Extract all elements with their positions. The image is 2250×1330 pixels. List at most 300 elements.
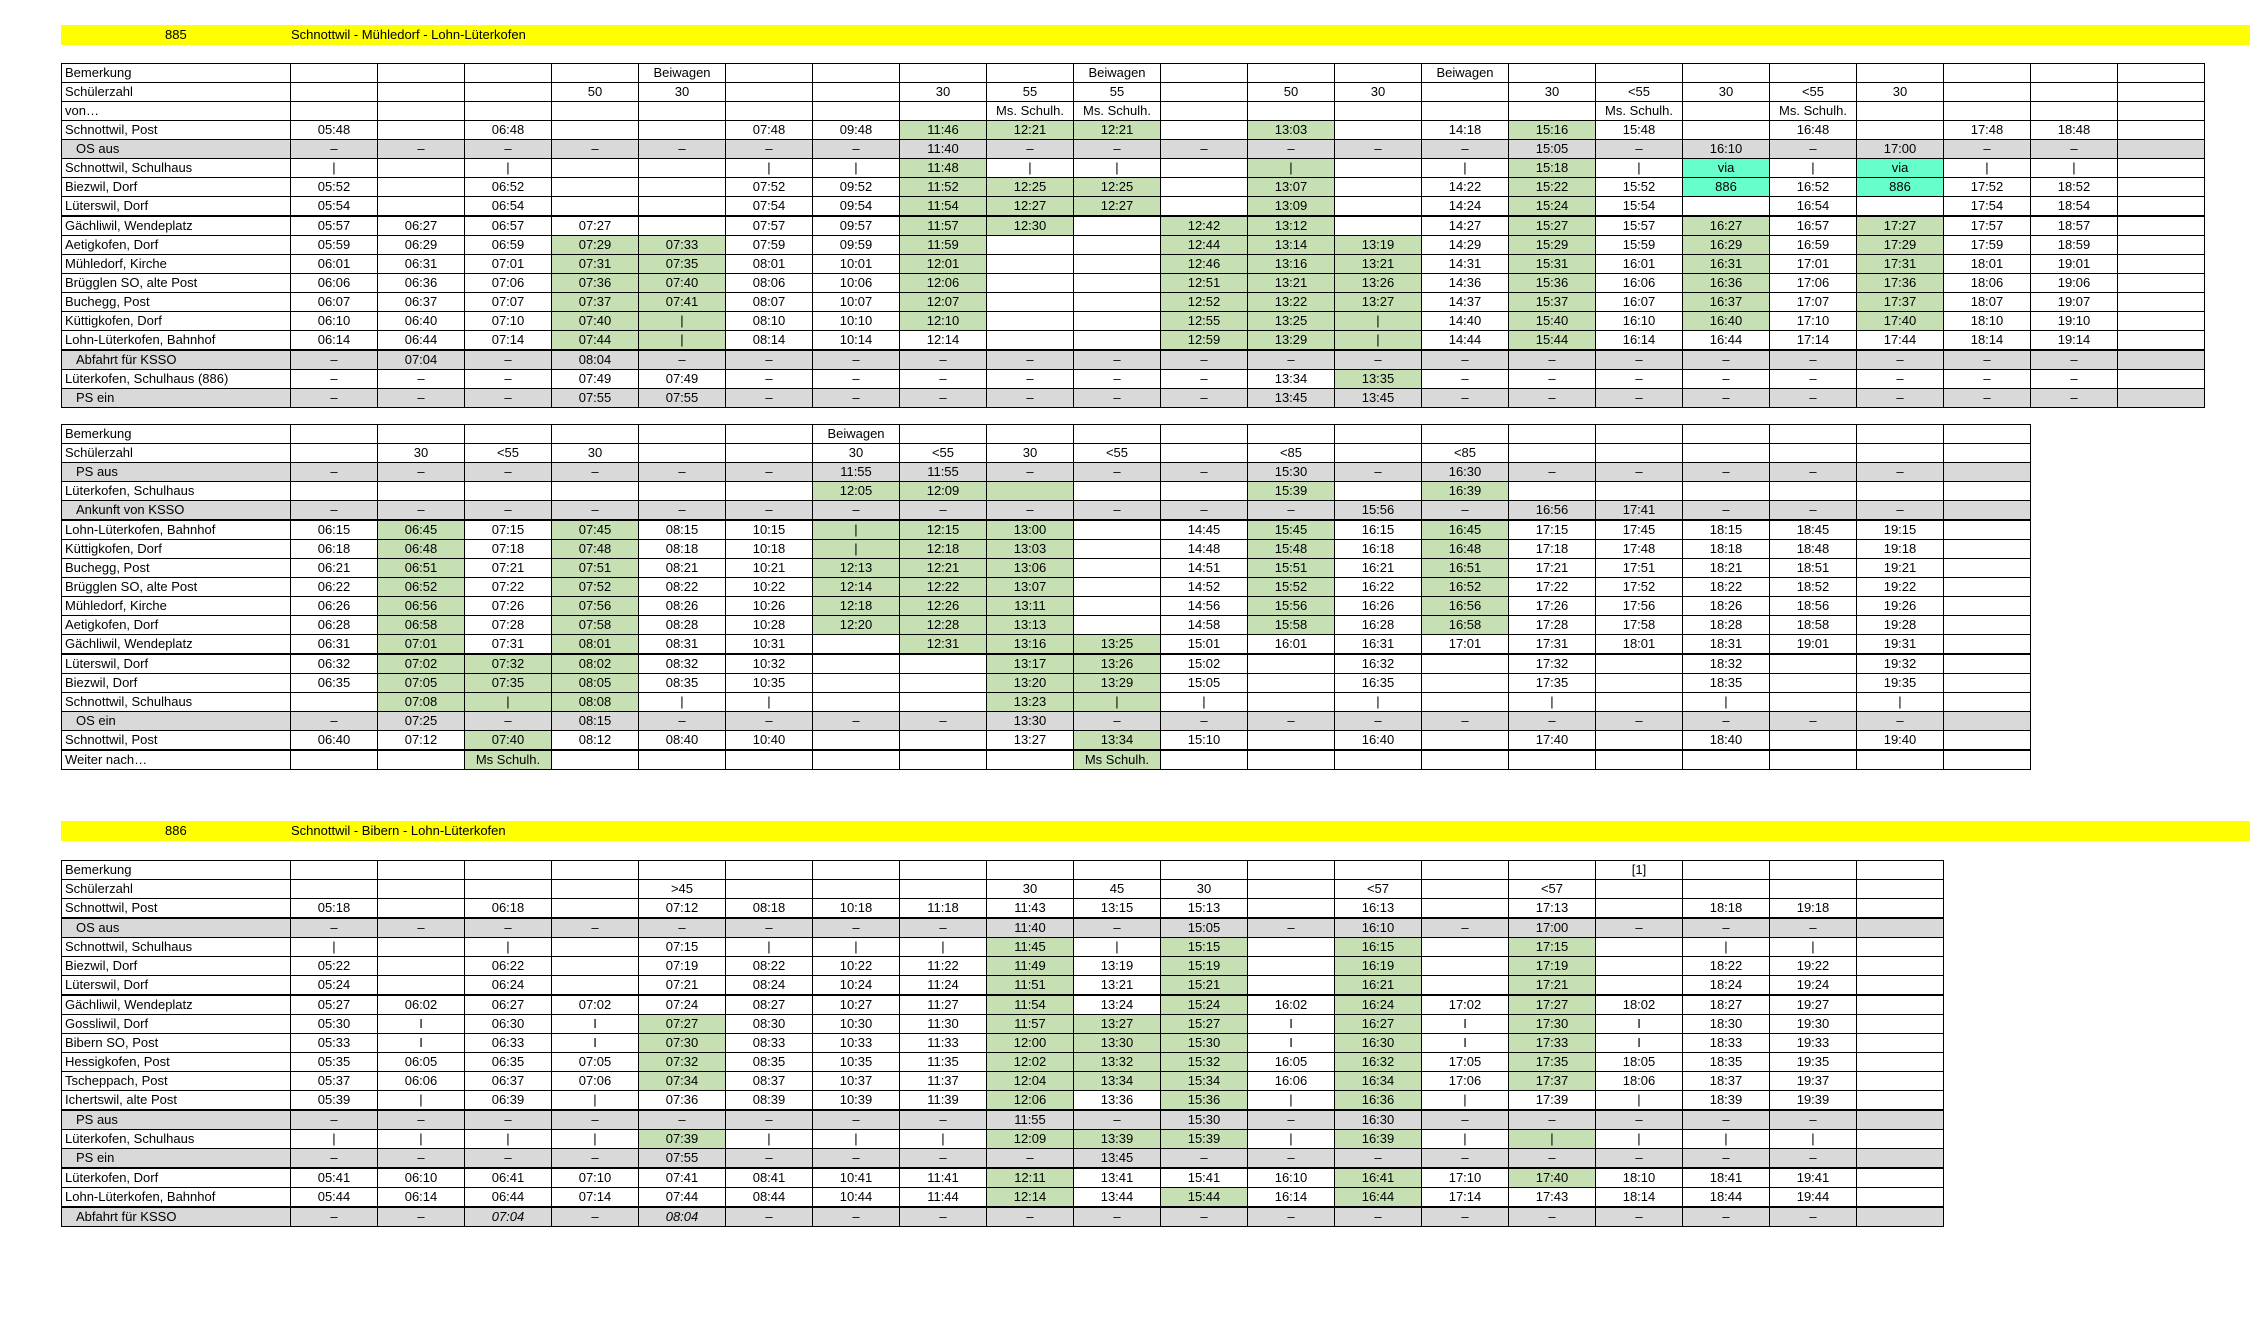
time-cell — [1422, 750, 1509, 770]
time-cell — [987, 312, 1074, 331]
timetable-886 — [61, 860, 1944, 1227]
time-cell — [1857, 1110, 1944, 1130]
time-cell — [291, 693, 378, 712]
time-cell: >45 — [639, 880, 726, 899]
time-cell: 16:57 — [1770, 216, 1857, 236]
time-cell: 17:40 — [1509, 731, 1596, 751]
time-cell: 16:31 — [1683, 255, 1770, 274]
time-cell: | — [1770, 1130, 1857, 1149]
time-cell — [1248, 938, 1335, 957]
line-886-header-band — [61, 821, 2250, 841]
time-cell: 07:31 — [465, 635, 552, 655]
time-cell: 19:28 — [1857, 616, 1944, 635]
time-cell: 16:34 — [1335, 1072, 1422, 1091]
time-cell: | — [726, 938, 813, 957]
time-cell: – — [378, 1207, 465, 1227]
time-cell: 06:57 — [465, 216, 552, 236]
time-cell: 06:32 — [291, 654, 378, 674]
time-cell: 07:37 — [552, 293, 639, 312]
time-cell: – — [813, 389, 900, 408]
time-cell — [465, 102, 552, 121]
timetable-row — [62, 463, 2031, 482]
timetable-row — [62, 861, 1944, 880]
time-cell: | — [726, 159, 813, 178]
time-cell: 14:18 — [1422, 121, 1509, 140]
time-cell — [2031, 64, 2118, 83]
time-cell: – — [1596, 389, 1683, 408]
time-cell: – — [1422, 389, 1509, 408]
timetable-row — [62, 899, 1944, 919]
time-cell — [900, 654, 987, 674]
time-cell — [1248, 425, 1335, 444]
time-cell — [1596, 425, 1683, 444]
time-cell — [552, 425, 639, 444]
time-cell: 12:14 — [813, 578, 900, 597]
time-cell — [1683, 750, 1770, 770]
timetable-row — [62, 197, 2205, 217]
time-cell: – — [1422, 350, 1509, 370]
time-cell: – — [1422, 501, 1509, 521]
time-cell: – — [987, 140, 1074, 159]
time-cell — [639, 216, 726, 236]
time-cell — [1074, 578, 1161, 597]
time-cell: 15:34 — [1161, 1072, 1248, 1091]
time-cell: 08:35 — [726, 1053, 813, 1072]
timetable-row — [62, 178, 2205, 197]
time-cell — [378, 178, 465, 197]
timetable-row — [62, 216, 2205, 236]
time-cell — [1509, 444, 1596, 463]
time-cell: – — [1248, 140, 1335, 159]
time-cell: 07:14 — [552, 1188, 639, 1208]
time-cell — [639, 102, 726, 121]
time-cell: 05:44 — [291, 1188, 378, 1208]
time-cell: 30 — [1161, 880, 1248, 899]
timetable-row — [62, 159, 2205, 178]
time-cell: 12:59 — [1161, 331, 1248, 351]
time-cell: 15:24 — [1509, 197, 1596, 217]
time-cell — [378, 750, 465, 770]
time-cell: 16:22 — [1335, 578, 1422, 597]
time-cell: | — [1596, 159, 1683, 178]
time-cell — [1074, 274, 1161, 293]
time-cell — [1596, 750, 1683, 770]
time-cell: 12:02 — [987, 1053, 1074, 1072]
time-cell: 16:05 — [1248, 1053, 1335, 1072]
time-cell: – — [987, 370, 1074, 389]
time-cell: 16:06 — [1596, 274, 1683, 293]
time-cell — [1335, 178, 1422, 197]
row-label: PS aus — [62, 1110, 291, 1130]
time-cell — [1857, 1091, 1944, 1111]
time-cell: – — [726, 140, 813, 159]
row-label: Bibern SO, Post — [62, 1034, 291, 1053]
time-cell: 06:31 — [378, 255, 465, 274]
time-cell: <55 — [465, 444, 552, 463]
time-cell: – — [1161, 350, 1248, 370]
time-cell — [813, 64, 900, 83]
time-cell: 07:39 — [639, 1130, 726, 1149]
time-cell: 16:15 — [1335, 938, 1422, 957]
time-cell: – — [1161, 501, 1248, 521]
time-cell: 30 — [987, 444, 1074, 463]
time-cell: – — [1248, 1149, 1335, 1169]
time-cell: 13:32 — [1074, 1053, 1161, 1072]
timetable-row — [62, 236, 2205, 255]
time-cell — [465, 880, 552, 899]
time-cell: 19:41 — [1770, 1168, 1857, 1188]
time-cell: – — [1248, 918, 1335, 938]
time-cell: 16:10 — [1596, 312, 1683, 331]
time-cell: Beiwagen — [813, 425, 900, 444]
time-cell: 12:10 — [900, 312, 987, 331]
time-cell: 05:35 — [291, 1053, 378, 1072]
time-cell: 06:22 — [465, 957, 552, 976]
time-cell: | — [465, 938, 552, 957]
time-cell: 08:22 — [639, 578, 726, 597]
time-cell — [1422, 731, 1509, 751]
time-cell: 13:16 — [987, 635, 1074, 655]
time-cell: – — [291, 370, 378, 389]
time-cell: 16:41 — [1335, 1168, 1422, 1188]
time-cell: 13:45 — [1248, 389, 1335, 408]
time-cell: – — [639, 1110, 726, 1130]
row-label: Buchegg, Post — [62, 293, 291, 312]
row-label: Schnottwil, Post — [62, 121, 291, 140]
time-cell: 08:30 — [726, 1015, 813, 1034]
time-cell: – — [1857, 712, 1944, 731]
time-cell: – — [1074, 501, 1161, 521]
time-cell: 18:05 — [1596, 1053, 1683, 1072]
time-cell: 13:30 — [987, 712, 1074, 731]
time-cell — [1857, 750, 1944, 770]
time-cell: | — [726, 693, 813, 712]
time-cell: 15:30 — [1161, 1110, 1248, 1130]
time-cell — [2118, 274, 2205, 293]
time-cell: 13:06 — [987, 559, 1074, 578]
time-cell: 07:36 — [639, 1091, 726, 1111]
time-cell: 07:55 — [552, 389, 639, 408]
time-cell — [291, 861, 378, 880]
time-cell: – — [1335, 712, 1422, 731]
time-cell: 14:45 — [1161, 520, 1248, 540]
time-cell: – — [639, 350, 726, 370]
time-cell: 17:06 — [1422, 1072, 1509, 1091]
time-cell — [726, 425, 813, 444]
time-cell: 06:02 — [378, 995, 465, 1015]
row-label: Abfahrt für KSSO — [62, 1207, 291, 1227]
time-cell — [291, 444, 378, 463]
time-cell: – — [552, 1149, 639, 1169]
time-cell: 12:14 — [900, 331, 987, 351]
time-cell: 18:54 — [2031, 197, 2118, 217]
time-cell — [378, 197, 465, 217]
time-cell: 15:10 — [1161, 731, 1248, 751]
time-cell: 06:35 — [465, 1053, 552, 1072]
time-cell: 07:27 — [552, 216, 639, 236]
time-cell: 09:52 — [813, 178, 900, 197]
time-cell: 16:59 — [1770, 236, 1857, 255]
time-cell: – — [726, 918, 813, 938]
row-label: Schülerzahl — [62, 83, 291, 102]
time-cell: 16:21 — [1335, 976, 1422, 996]
time-cell: 11:52 — [900, 178, 987, 197]
time-cell: | — [552, 1091, 639, 1111]
time-cell: – — [1596, 918, 1683, 938]
time-cell — [726, 83, 813, 102]
time-cell — [291, 64, 378, 83]
time-cell: – — [291, 1207, 378, 1227]
time-cell — [378, 121, 465, 140]
time-cell: 13:17 — [987, 654, 1074, 674]
time-cell: I — [1248, 1015, 1335, 1034]
time-cell: 11:40 — [987, 918, 1074, 938]
time-cell: 17:44 — [1857, 331, 1944, 351]
row-label: Gächliwil, Wendeplatz — [62, 995, 291, 1015]
time-cell: 15:29 — [1509, 236, 1596, 255]
time-cell: | — [1074, 159, 1161, 178]
time-cell: 13:09 — [1248, 197, 1335, 217]
time-cell: 13:30 — [1074, 1034, 1161, 1053]
time-cell: – — [2031, 140, 2118, 159]
time-cell: 14:27 — [1422, 216, 1509, 236]
time-cell: 08:07 — [726, 293, 813, 312]
time-cell: 11:59 — [900, 236, 987, 255]
time-cell: 18:27 — [1683, 995, 1770, 1015]
time-cell: – — [813, 140, 900, 159]
time-cell — [465, 64, 552, 83]
time-cell: – — [378, 501, 465, 521]
time-cell: 18:40 — [1683, 731, 1770, 751]
time-cell: 06:27 — [465, 995, 552, 1015]
time-cell: | — [987, 159, 1074, 178]
time-cell: 06:40 — [291, 731, 378, 751]
time-cell: – — [639, 918, 726, 938]
time-cell — [813, 674, 900, 693]
time-cell: – — [1074, 389, 1161, 408]
time-cell: 17:06 — [1770, 274, 1857, 293]
row-label: Lohn-Lüterkofen, Bahnhof — [62, 520, 291, 540]
time-cell: 07:52 — [552, 578, 639, 597]
time-cell: 16:10 — [1335, 918, 1422, 938]
time-cell — [1509, 102, 1596, 121]
time-cell: – — [1248, 501, 1335, 521]
time-cell: 16:39 — [1335, 1130, 1422, 1149]
time-cell: | — [813, 1130, 900, 1149]
time-cell: 19:18 — [1770, 899, 1857, 919]
time-cell: 07:15 — [465, 520, 552, 540]
time-cell: 06:21 — [291, 559, 378, 578]
time-cell — [900, 861, 987, 880]
time-cell — [1335, 482, 1422, 501]
time-cell — [465, 425, 552, 444]
time-cell: – — [1074, 463, 1161, 482]
time-cell — [1335, 425, 1422, 444]
time-cell: 16:52 — [1770, 178, 1857, 197]
time-cell: <55 — [1074, 444, 1161, 463]
time-cell: 10:35 — [726, 674, 813, 693]
time-cell: 18:35 — [1683, 1053, 1770, 1072]
time-cell — [1509, 482, 1596, 501]
time-cell — [1074, 597, 1161, 616]
line-885-header-band — [61, 25, 2250, 45]
row-label: Mühledorf, Kirche — [62, 255, 291, 274]
time-cell: – — [291, 712, 378, 731]
time-cell: 10:44 — [813, 1188, 900, 1208]
time-cell: 11:54 — [900, 197, 987, 217]
time-cell: 14:22 — [1422, 178, 1509, 197]
time-cell — [1857, 899, 1944, 919]
time-cell: – — [813, 1207, 900, 1227]
time-cell: 07:07 — [465, 293, 552, 312]
time-cell — [2118, 389, 2205, 408]
time-cell: 08:40 — [639, 731, 726, 751]
time-cell: via — [1683, 159, 1770, 178]
time-cell: – — [552, 501, 639, 521]
row-label: PS aus — [62, 463, 291, 482]
time-cell — [1770, 750, 1857, 770]
time-cell — [1857, 995, 1944, 1015]
time-cell — [1161, 102, 1248, 121]
time-cell — [1422, 693, 1509, 712]
time-cell: 08:15 — [639, 520, 726, 540]
time-cell — [1161, 425, 1248, 444]
time-cell: 10:10 — [813, 312, 900, 331]
time-cell: 08:02 — [552, 654, 639, 674]
time-cell — [291, 750, 378, 770]
time-cell: 13:19 — [1335, 236, 1422, 255]
time-cell: 07:14 — [465, 331, 552, 351]
time-cell: 10:39 — [813, 1091, 900, 1111]
row-label: Tscheppach, Post — [62, 1072, 291, 1091]
time-cell — [1422, 957, 1509, 976]
time-cell: 13:26 — [1074, 654, 1161, 674]
time-cell: 14:31 — [1422, 255, 1509, 274]
timetable-row — [62, 1207, 1944, 1227]
time-cell — [726, 444, 813, 463]
time-cell — [900, 693, 987, 712]
time-cell: 16:45 — [1422, 520, 1509, 540]
time-cell: Ms. Schulh. — [1770, 102, 1857, 121]
time-cell: 07:02 — [378, 654, 465, 674]
time-cell — [639, 444, 726, 463]
timetable-row — [62, 1015, 1944, 1034]
time-cell: – — [465, 918, 552, 938]
time-cell: 05:37 — [291, 1072, 378, 1091]
time-cell: 12:25 — [987, 178, 1074, 197]
time-cell: – — [900, 712, 987, 731]
timetable-row — [62, 1130, 1944, 1149]
time-cell — [552, 178, 639, 197]
time-cell: 16:14 — [1596, 331, 1683, 351]
time-cell: – — [2031, 370, 2118, 389]
time-cell — [1596, 482, 1683, 501]
row-label: Lüterswil, Dorf — [62, 197, 291, 217]
time-cell: 17:27 — [1509, 995, 1596, 1015]
time-cell — [1944, 654, 2031, 674]
time-cell — [1422, 880, 1509, 899]
time-cell: 16:31 — [1335, 635, 1422, 655]
time-cell: 19:37 — [1770, 1072, 1857, 1091]
time-cell: 10:27 — [813, 995, 900, 1015]
time-cell: – — [1857, 350, 1944, 370]
time-cell — [726, 482, 813, 501]
time-cell: 05:30 — [291, 1015, 378, 1034]
time-cell: 13:20 — [987, 674, 1074, 693]
time-cell — [1248, 880, 1335, 899]
time-cell — [1857, 482, 1944, 501]
time-cell: – — [1509, 1149, 1596, 1169]
time-cell: – — [1683, 501, 1770, 521]
time-cell: 11:30 — [900, 1015, 987, 1034]
time-cell: 15:24 — [1161, 995, 1248, 1015]
time-cell: 16:13 — [1335, 899, 1422, 919]
time-cell: 05:59 — [291, 236, 378, 255]
time-cell: 07:05 — [552, 1053, 639, 1072]
time-cell: 17:40 — [1509, 1168, 1596, 1188]
time-cell — [1074, 312, 1161, 331]
time-cell: 18:01 — [1944, 255, 2031, 274]
time-cell: I — [378, 1015, 465, 1034]
time-cell: 07:59 — [726, 236, 813, 255]
time-cell — [1683, 425, 1770, 444]
row-label: Abfahrt für KSSO — [62, 350, 291, 370]
time-cell: 11:24 — [900, 976, 987, 996]
time-cell — [1161, 750, 1248, 770]
time-cell: 12:21 — [1074, 121, 1161, 140]
timetable-row — [62, 1168, 1944, 1188]
time-cell — [1944, 597, 2031, 616]
time-cell: 30 — [639, 83, 726, 102]
time-cell: 19:35 — [1857, 674, 1944, 693]
row-label: Biezwil, Dorf — [62, 178, 291, 197]
time-cell — [1248, 693, 1335, 712]
time-cell: 13:29 — [1074, 674, 1161, 693]
time-cell: 16:01 — [1596, 255, 1683, 274]
timetable-row — [62, 559, 2031, 578]
time-cell — [1248, 64, 1335, 83]
time-cell: 15:05 — [1161, 674, 1248, 693]
time-cell — [291, 102, 378, 121]
time-cell: 06:51 — [378, 559, 465, 578]
time-cell: 16:14 — [1248, 1188, 1335, 1208]
timetable-row — [62, 274, 2205, 293]
timetable-row — [62, 482, 2031, 501]
time-cell — [1944, 674, 2031, 693]
time-cell: 11:37 — [900, 1072, 987, 1091]
time-cell — [1857, 121, 1944, 140]
time-cell — [1683, 197, 1770, 217]
time-cell: 07:30 — [639, 1034, 726, 1053]
time-cell: 17:45 — [1596, 520, 1683, 540]
time-cell: 50 — [552, 83, 639, 102]
time-cell: I — [1596, 1015, 1683, 1034]
time-cell: – — [1596, 1149, 1683, 1169]
time-cell: 15:39 — [1248, 482, 1335, 501]
time-cell — [813, 654, 900, 674]
time-cell: I — [1422, 1034, 1509, 1053]
time-cell: 05:39 — [291, 1091, 378, 1111]
time-cell: Ms. Schulh. — [1596, 102, 1683, 121]
time-cell — [639, 178, 726, 197]
time-cell: 06:26 — [291, 597, 378, 616]
time-cell: | — [1683, 693, 1770, 712]
time-cell: – — [1422, 712, 1509, 731]
time-cell: | — [1422, 159, 1509, 178]
time-cell: – — [378, 1110, 465, 1130]
time-cell: 18:22 — [1683, 957, 1770, 976]
time-cell: 07:02 — [552, 995, 639, 1015]
